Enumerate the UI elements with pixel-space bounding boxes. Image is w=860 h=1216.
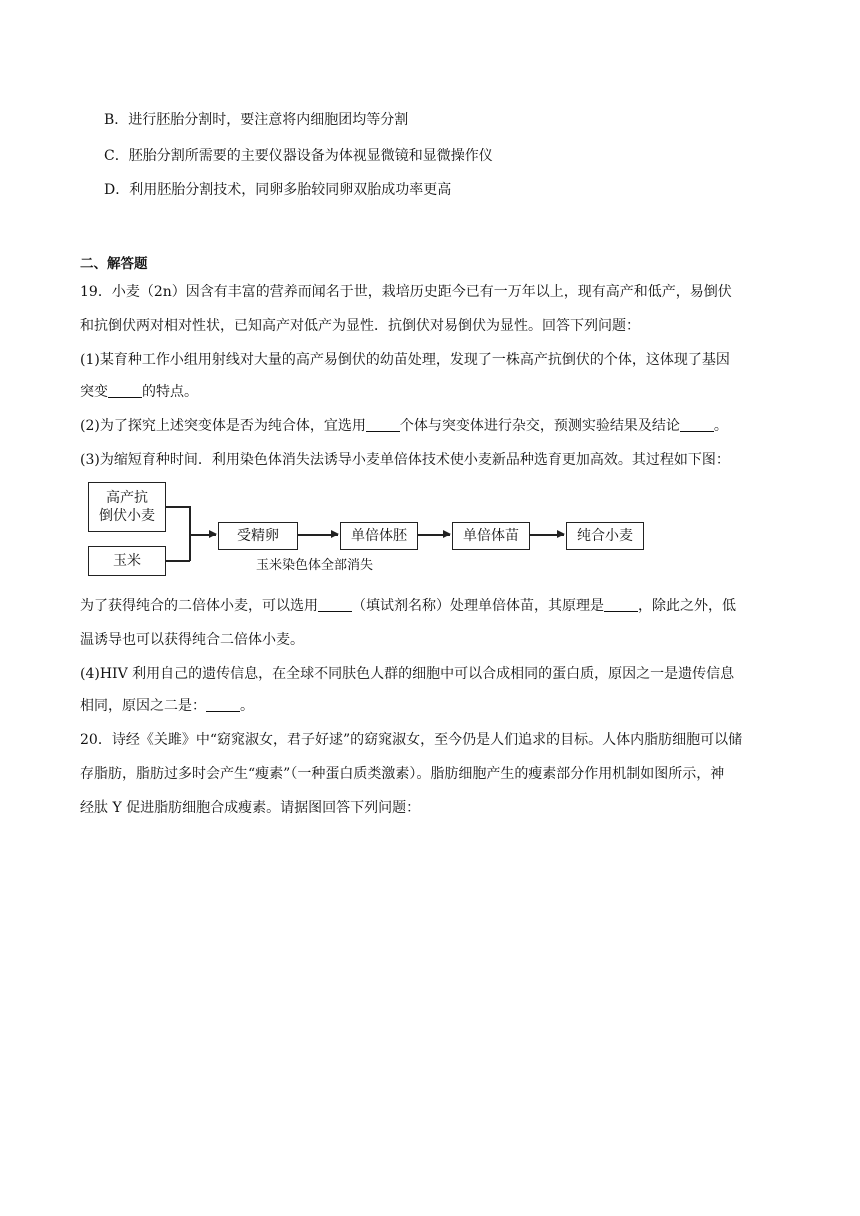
q19-part4-line1: (4)HIV 利用自己的遗传信息，在全球不同肤色人群的细胞中可以合成相同的蛋白质，原因之一是遗传信息 (80, 666, 735, 682)
q19-part3-after-line1 (80, 596, 800, 616)
box-pure-wheat: 纯合小麦 (566, 522, 644, 550)
q19-part3-after-a: 为了获得纯合的二倍体小麦，可以选用 (80, 598, 318, 614)
option-c: C．胚胎分割所需要的主要仪器设备为体视显微镜和显微操作仪 (104, 148, 493, 164)
q19-intro-line1: 19．小麦（2n）因含有丰富的营养而闻名于世，栽培历史距今已有一万年以上，现有高产和低产，易倒伏 (80, 284, 732, 300)
q19-part4-pre: 相同，原因之二是： (80, 698, 206, 714)
arrow (298, 534, 338, 536)
q19-part1-line2 (80, 382, 800, 402)
breeding-flow-diagram (86, 482, 666, 582)
q19-part3-after-line2: 温诱导也可以获得纯合二倍体小麦。 (80, 632, 304, 648)
q19-intro-line2: 和抗倒伏两对相对性状，已知高产对低产为显性．抗倒伏对易倒伏为显性。回答下列问题： (80, 318, 640, 334)
q20-line1: 20．诗经《关雎》中“窈窕淑女，君子好逑”的窈窕淑女，至今仍是人们追求的目标。人体内脂肪细胞可以储 (80, 732, 743, 748)
q19-part4-post: 。 (240, 698, 254, 714)
arrow (190, 534, 216, 536)
box-wheat-line1: 高产抗 (106, 490, 148, 506)
q19-part3-after-b: （填试剂名称）处理单倍体苗，其原理是 (352, 598, 604, 614)
q19-part2-post: 。 (713, 418, 728, 434)
answer-blank (206, 697, 240, 712)
box-zygote: 受精卵 (218, 522, 298, 550)
box-wheat-line2: 倒伏小麦 (99, 508, 155, 524)
q19-part1-pre: 突变 (80, 384, 108, 400)
q19-part2-pre: (2)为了探究上述突变体是否为纯合体，宜选用 (80, 418, 366, 434)
option-d: D．利用胚胎分割技术，同卵多胎较同卵双胎成功率更高 (104, 182, 452, 198)
option-b: B．进行胚胎分割时，要注意将内细胞团均等分割 (104, 112, 409, 128)
section-title: 二、解答题 (80, 256, 148, 272)
diagram-caption: 玉米染色体全部消失 (256, 558, 374, 573)
q19-part2-mid: 个体与突变体进行杂交，预测实验结果及结论 (399, 418, 680, 434)
answer-blank (680, 417, 714, 432)
answer-blank (318, 597, 352, 612)
q19-part1-post: 的特点。 (142, 384, 198, 400)
q19-part3-after-c: ，除此之外，低 (638, 598, 736, 614)
answer-blank (604, 597, 638, 612)
arrow (418, 534, 450, 536)
box-haploid-embryo: 单倍体胚 (340, 522, 418, 550)
box-haploid-seedling: 单倍体苗 (452, 522, 530, 550)
q19-part2 (80, 416, 800, 436)
box-corn: 玉米 (88, 546, 166, 576)
answer-blank (366, 417, 400, 432)
answer-blank (108, 383, 142, 398)
q20-line3: 经肽 Y 促进脂肪细胞合成瘦素。请据图回答下列问题： (80, 800, 421, 816)
connector (166, 506, 190, 508)
q19-part4-line2 (80, 696, 800, 716)
q19-part1-line1: (1)某育种工作小组用射线对大量的高产易倒伏的幼苗处理，发现了一株高产抗倒伏的个体，这体现了基因 (80, 352, 730, 368)
arrow (530, 534, 564, 536)
q19-part3: (3)为缩短育种时间．利用染色体消失法诱导小麦单倍体技术使小麦新品种选育更加高效。其过程如下图： (80, 452, 730, 468)
box-wheat (88, 482, 166, 532)
connector (166, 560, 190, 562)
q20-line2: 存脂肪，脂肪过多时会产生“瘦素”（一种蛋白质类激素）。脂肪细胞产生的瘦素部分作用机制如图所示，神 (80, 766, 725, 782)
